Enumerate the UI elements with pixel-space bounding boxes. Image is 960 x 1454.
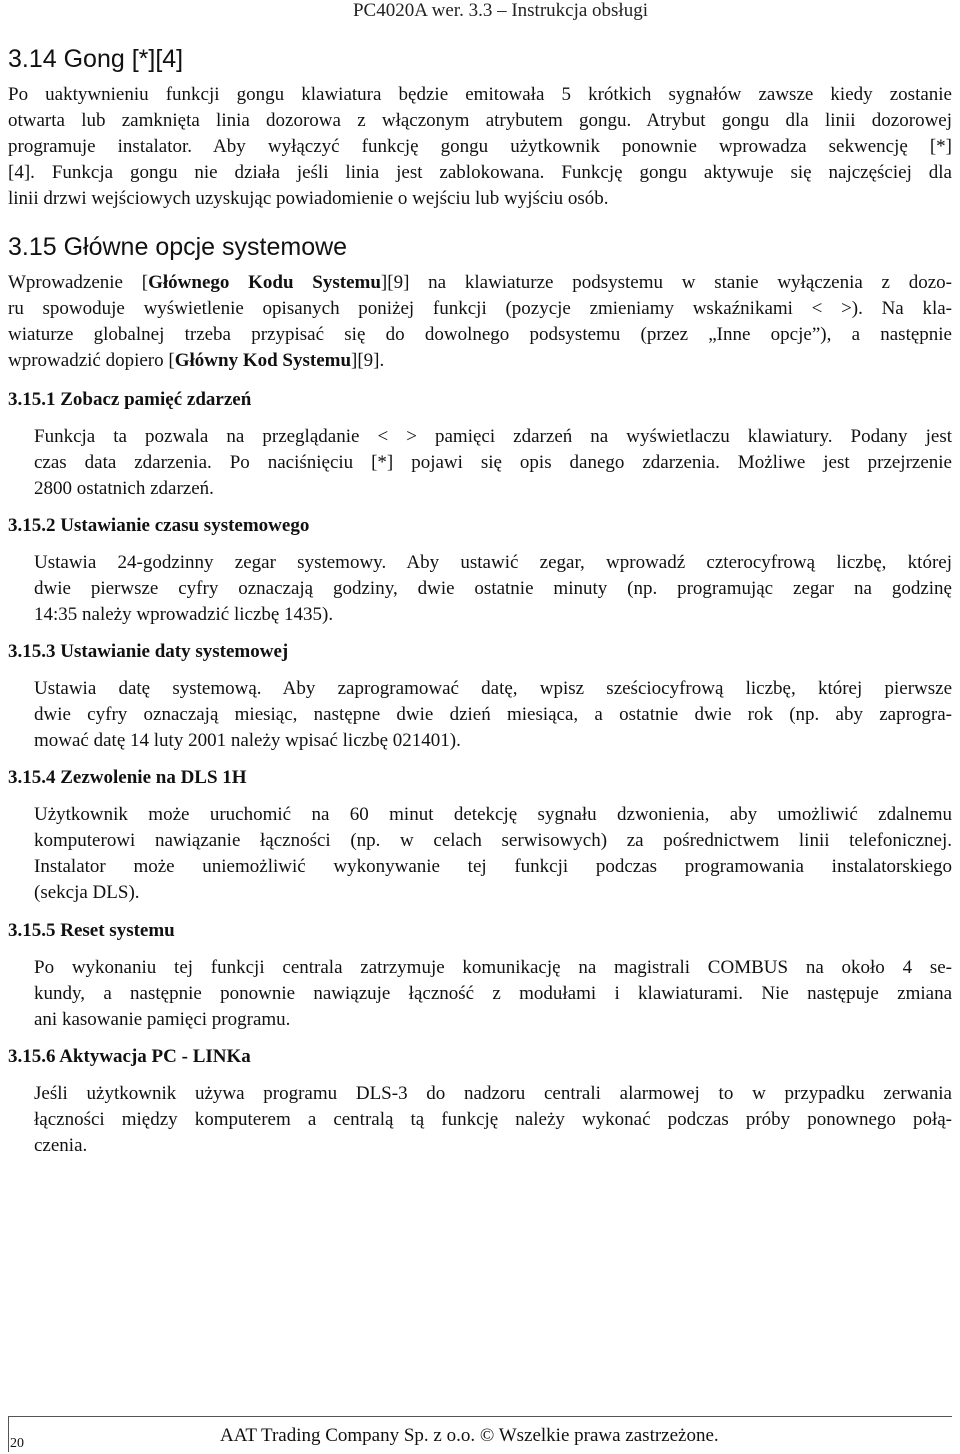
- text-line: wiaturze globalnej trzeba przypisać się do dowolnego podsystemu (przez „Inne opcje”), a następnie: [8, 324, 952, 345]
- subsection-title-3-15-2: 3.15.2 Ustawianie czasu systemowego: [8, 515, 310, 536]
- subsection-title-3-15-4: 3.15.4 Zezwolenie na DLS 1H: [8, 767, 247, 788]
- text-line: Funkcja ta pozwala na przeglądanie < > pamięci zdarzeń na wyświetlaczu klawiatury. Podany jest: [34, 426, 952, 447]
- text-line: Ustawia datę systemową. Aby zaprogramować datę, wpisz sześciocyfrową liczbę, której pierwsze: [34, 678, 952, 699]
- subsection-title-3-15-5: 3.15.5 Reset systemu: [8, 920, 175, 941]
- page-header: PC4020A wer. 3.3 – Instrukcja obsługi: [352, 0, 648, 21]
- text-line: Jeśli użytkownik używa programu DLS-3 do nadzoru centrali alarmowej to w przypadku zerwania: [34, 1083, 952, 1104]
- text-line: [4]. Funkcja gongu nie działa jeśli linia jest zablokowana. Funkcję gongu aktywuje się najczęściej dla: [8, 162, 952, 183]
- text-line: ani kasowanie pamięci programu.: [34, 1009, 291, 1030]
- text-line: łączności między komputerem a centralą tą funkcję należy wykonać podczas próby ponownego połą-: [34, 1109, 952, 1130]
- footer-divider-vertical: [8, 1416, 9, 1452]
- text-line: Ustawia 24-godzinny zegar systemowy. Aby ustawić zegar, wprowadź czterocyfrową liczbę, której: [34, 552, 952, 573]
- text-line: czenia.: [34, 1135, 88, 1156]
- text-line: Po wykonaniu tej funkcji centrala zatrzymuje komunikację na magistrali COMBUS na około 4 se-: [34, 957, 952, 978]
- subsection-title-3-15-3: 3.15.3 Ustawianie daty systemowej: [8, 641, 289, 662]
- text-line: Wprowadzenie [Głównego Kodu Systemu][9] na klawiaturze podsystemu w stanie wyłączenia z dozo-: [8, 272, 952, 293]
- text-line: mować datę 14 luty 2001 należy wpisać liczbę 021401).: [34, 730, 461, 751]
- text-line: dwie pierwsze cyfry oznaczają godziny, dwie ostatnie minuty (np. programując zegar na godzinę: [34, 578, 952, 599]
- section-title-3-15: 3.15 Główne opcje systemowe: [8, 233, 348, 261]
- text-line: ru spowoduje wyświetlenie opisanych poniżej funkcji (pozycje zmieniamy wskaźnikami < >). Na kla-: [8, 298, 952, 319]
- text-line: otwarta lub zamknięta linia dozorowa z włączonym atrybutem gongu. Atrybut gongu dla linii dozorowej: [8, 110, 952, 131]
- paragraph-3-15-6: [34, 1081, 952, 1159]
- text-line: kundy, a następnie ponownie nawiązuje łączność z modułami i klawiaturami. Nie następuje zmiana: [34, 983, 952, 1004]
- text-line: Instalator może uniemożliwić wykonywanie tej funkcji podczas programowania instalatorskiego: [34, 856, 952, 877]
- section-title-3-14: 3.14 Gong [*][4]: [8, 45, 184, 73]
- paragraph-3-14: [8, 82, 952, 212]
- text-line: 14:35 należy wprowadzić liczbę 1435).: [34, 604, 334, 625]
- text-line: wprowadzić dopiero [Główny Kod Systemu][9].: [8, 350, 385, 371]
- footer-copyright: AAT Trading Company Sp. z o.o. © Wszelkie prawa zastrzeżone.: [220, 1425, 719, 1446]
- text-line: Użytkownik może uruchomić na 60 minut detekcję sygnału dzwonienia, aby umożliwić zdalnemu: [34, 804, 952, 825]
- paragraph-3-15-2: [34, 550, 952, 628]
- bold-term: Główny Kod Systemu: [174, 350, 352, 371]
- paragraph-3-15: [8, 270, 952, 374]
- subsection-title-3-15-6: 3.15.6 Aktywacja PC - LINKa: [8, 1046, 251, 1067]
- text-line: czas data zdarzenia. Po naciśnięciu [*] pojawi się opis danego zdarzenia. Możliwe jest przejrzenie: [34, 452, 952, 473]
- page-number: 20: [10, 1436, 24, 1451]
- bold-term: Głównego Kodu Systemu: [148, 272, 381, 293]
- text-line: programuje instalator. Aby wyłączyć funkcję gongu użytkownik ponownie wprowadza sekwencję [*]: [8, 136, 952, 157]
- paragraph-3-15-4: [34, 802, 952, 906]
- text-line: (sekcja DLS).: [34, 882, 140, 903]
- paragraph-3-15-3: [34, 676, 952, 754]
- text-line: linii drzwi wejściowych uzyskując powiadomienie o wejściu lub wyjściu osób.: [8, 188, 609, 209]
- subsection-title-3-15-1: 3.15.1 Zobacz pamięć zdarzeń: [8, 389, 252, 410]
- paragraph-3-15-1: [34, 424, 952, 502]
- text-line: dwie cyfry oznaczają miesiąc, następne dwie dzień miesiąca, a ostatnie dwie rok (np. aby zaprogra-: [34, 704, 952, 725]
- paragraph-3-15-5: [34, 955, 952, 1033]
- text-line: komputerowi nawiązanie łączności (np. w celach serwisowych) za pośrednictwem linii telefonicznej.: [34, 830, 952, 851]
- text-line: Po uaktywnieniu funkcji gongu klawiatura będzie emitowała 5 krótkich sygnałów zawsze kiedy zostanie: [8, 84, 952, 105]
- text-line: 2800 ostatnich zdarzeń.: [34, 478, 214, 499]
- footer-divider: [8, 1416, 952, 1417]
